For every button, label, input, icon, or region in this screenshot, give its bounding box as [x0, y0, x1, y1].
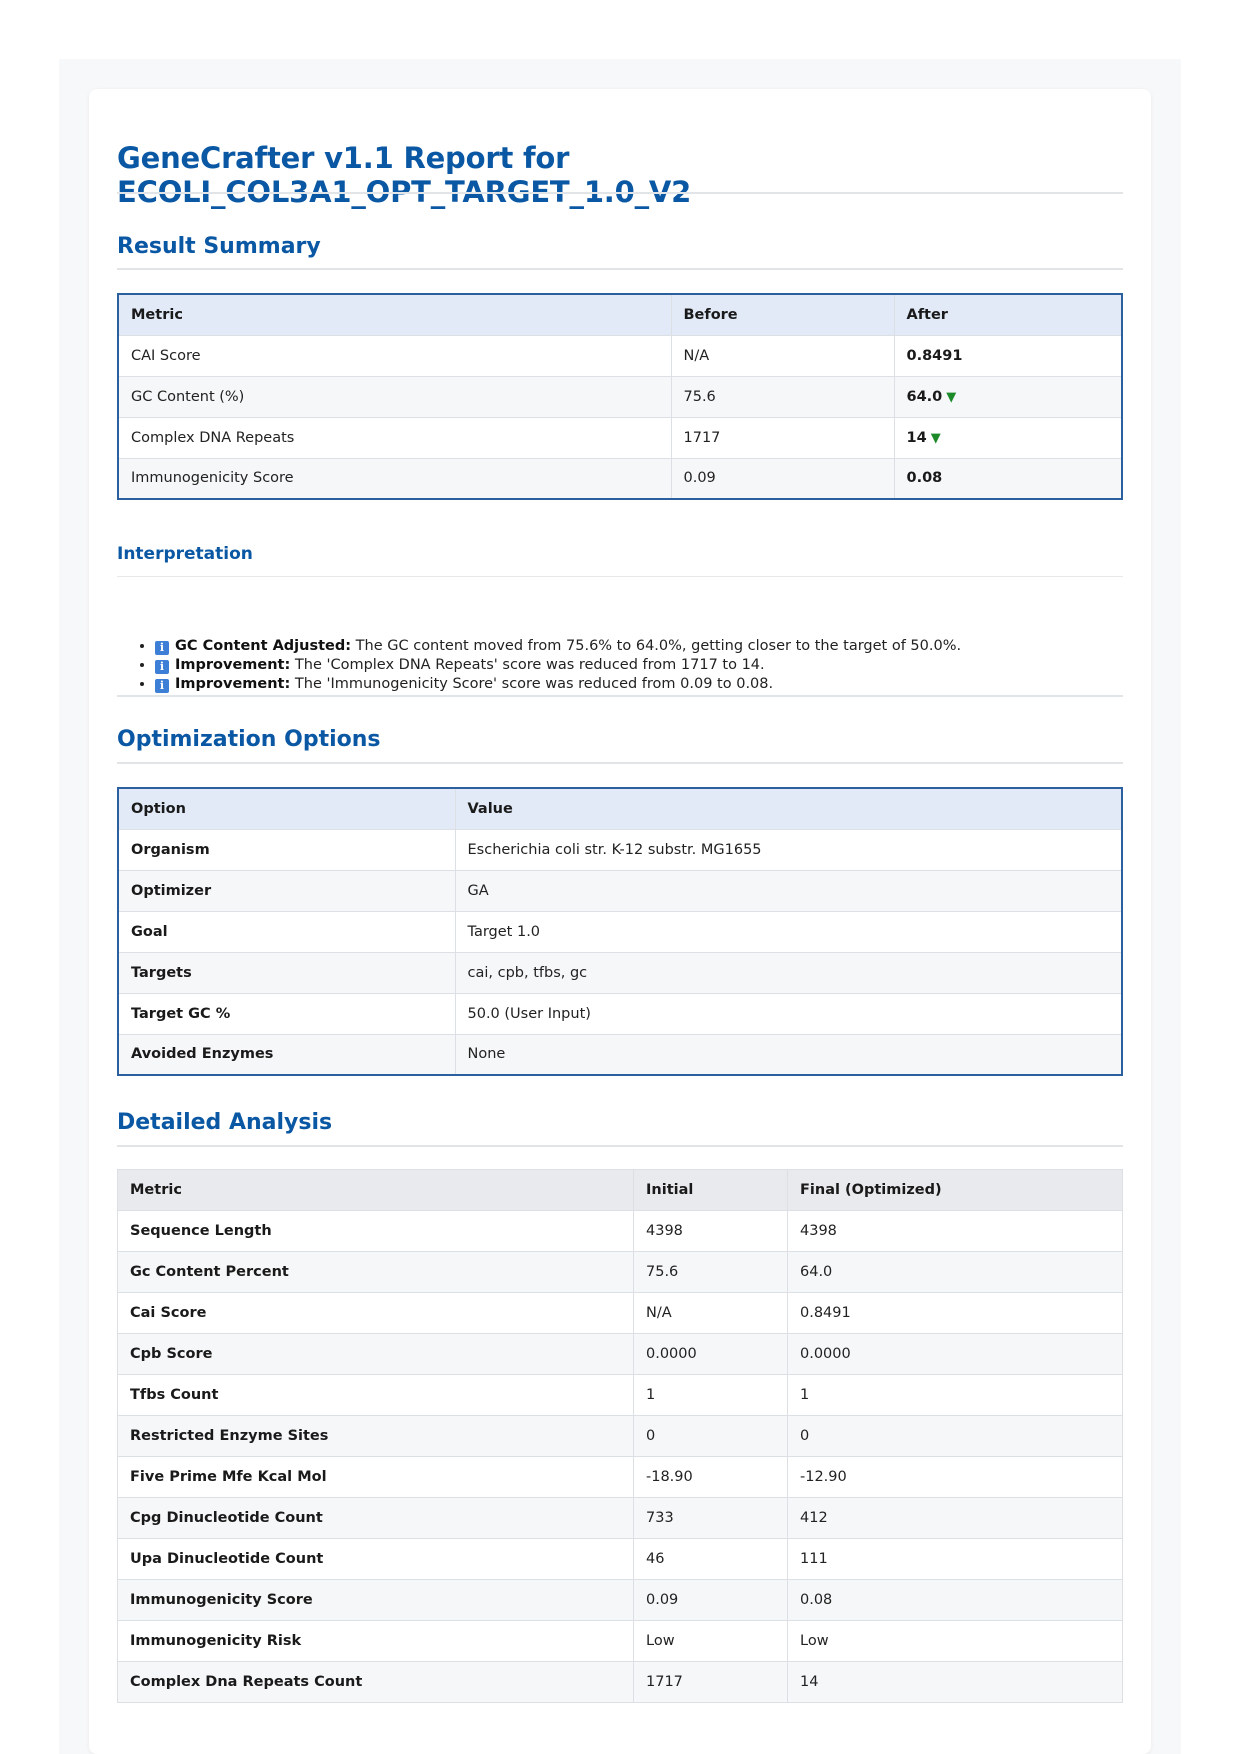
decrease-arrow-icon: ▼	[946, 389, 957, 405]
report-card	[89, 89, 1151, 1754]
optimization-options-table	[117, 787, 1123, 1076]
list-item	[155, 637, 961, 656]
option-name-cell: Optimizer	[118, 870, 455, 911]
table-row	[118, 1539, 1123, 1580]
column-header: Value	[455, 788, 1122, 829]
page-background	[59, 59, 1181, 1754]
table-header-row	[118, 788, 1122, 829]
table-row	[118, 952, 1122, 993]
table-row	[118, 376, 1122, 417]
table-row	[118, 1580, 1123, 1621]
final-cell: 111	[788, 1539, 1123, 1580]
initial-cell: 0	[634, 1416, 788, 1457]
initial-cell: 0.09	[634, 1580, 788, 1621]
metric-cell: Complex DNA Repeats	[118, 417, 671, 458]
after-cell	[894, 335, 1122, 376]
table-row	[118, 1034, 1122, 1075]
column-header: Option	[118, 788, 455, 829]
metric-cell: Cai Score	[118, 1293, 634, 1334]
item-text: The GC content moved from 75.6% to 64.0%, getting closer to the target of 50.0%.	[351, 638, 962, 654]
decrease-arrow-icon: ▼	[930, 430, 941, 446]
table-row	[118, 1498, 1123, 1539]
table-row	[118, 1334, 1123, 1375]
after-value: 0.08	[906, 470, 943, 487]
table-row	[118, 911, 1122, 952]
metric-cell: CAI Score	[118, 335, 671, 376]
table-row	[118, 335, 1122, 376]
option-value-cell: Target 1.0	[455, 911, 1122, 952]
option-value-cell: 50.0 (User Input)	[455, 993, 1122, 1034]
info-icon: i	[155, 641, 169, 655]
initial-cell: 0.0000	[634, 1334, 788, 1375]
final-cell: -12.90	[788, 1457, 1123, 1498]
item-text: The 'Immunogenicity Score' score was reduced from 0.09 to 0.08.	[290, 676, 774, 692]
initial-cell: 75.6	[634, 1252, 788, 1293]
metric-cell: Complex Dna Repeats Count	[118, 1662, 634, 1703]
metric-cell: Restricted Enzyme Sites	[118, 1416, 634, 1457]
table-header-row	[118, 1170, 1123, 1211]
title-divider	[117, 192, 1123, 194]
initial-cell: N/A	[634, 1293, 788, 1334]
item-label: Improvement:	[175, 657, 291, 673]
table-row	[118, 1293, 1123, 1334]
interpretation-heading: Interpretation	[117, 544, 253, 564]
before-cell: 1717	[671, 417, 894, 458]
option-value-cell: cai, cpb, tfbs, gc	[455, 952, 1122, 993]
table-row	[118, 993, 1122, 1034]
item-label: Improvement:	[175, 676, 291, 692]
option-name-cell: Goal	[118, 911, 455, 952]
table-row	[118, 829, 1122, 870]
column-header: Metric	[118, 294, 671, 335]
table-row	[118, 1457, 1123, 1498]
item-label: GC Content Adjusted:	[175, 638, 352, 654]
table-row	[118, 1621, 1123, 1662]
before-cell: N/A	[671, 335, 894, 376]
option-name-cell: Avoided Enzymes	[118, 1034, 455, 1075]
initial-cell: Low	[634, 1621, 788, 1662]
result-summary-heading: Result Summary	[117, 234, 321, 259]
table-row	[118, 1375, 1123, 1416]
after-cell	[894, 458, 1122, 499]
initial-cell: 1717	[634, 1662, 788, 1703]
detailed-analysis-table	[117, 1169, 1123, 1703]
table-row	[118, 870, 1122, 911]
result-summary-divider	[117, 268, 1123, 270]
table-header-row	[118, 294, 1122, 335]
after-value: 0.8491	[906, 347, 963, 364]
metric-cell: Immunogenicity Risk	[118, 1621, 634, 1662]
result-summary-table	[117, 293, 1123, 500]
final-cell: 0.8491	[788, 1293, 1123, 1334]
before-cell: 75.6	[671, 376, 894, 417]
table-row	[118, 1662, 1123, 1703]
table-row	[118, 1416, 1123, 1457]
table-row	[118, 458, 1122, 499]
detailed-analysis-divider	[117, 1145, 1123, 1147]
final-cell: 0	[788, 1416, 1123, 1457]
option-name-cell: Targets	[118, 952, 455, 993]
optimization-options-divider	[117, 762, 1123, 764]
final-cell: 1	[788, 1375, 1123, 1416]
option-value-cell: None	[455, 1034, 1122, 1075]
before-cell: 0.09	[671, 458, 894, 499]
column-header: Metric	[118, 1170, 634, 1211]
initial-cell: -18.90	[634, 1457, 788, 1498]
final-cell: 64.0	[788, 1252, 1123, 1293]
after-value: 64.0	[906, 388, 943, 405]
column-header: After	[894, 294, 1122, 335]
after-cell	[894, 376, 1122, 417]
interpretation-divider	[117, 576, 1123, 577]
final-cell: 4398	[788, 1211, 1123, 1252]
metric-cell: Cpb Score	[118, 1334, 634, 1375]
option-name-cell: Organism	[118, 829, 455, 870]
final-cell: 14	[788, 1662, 1123, 1703]
section-divider	[117, 695, 1123, 697]
final-cell: Low	[788, 1621, 1123, 1662]
option-value-cell: Escherichia coli str. K-12 substr. MG1655	[455, 829, 1122, 870]
option-value-cell: GA	[455, 870, 1122, 911]
final-cell: 0.08	[788, 1580, 1123, 1621]
final-cell: 0.0000	[788, 1334, 1123, 1375]
metric-cell: Immunogenicity Score	[118, 458, 671, 499]
initial-cell: 46	[634, 1539, 788, 1580]
initial-cell: 4398	[634, 1211, 788, 1252]
table-row	[118, 1252, 1123, 1293]
metric-cell: Upa Dinucleotide Count	[118, 1539, 634, 1580]
after-cell	[894, 417, 1122, 458]
metric-cell: Tfbs Count	[118, 1375, 634, 1416]
column-header: Before	[671, 294, 894, 335]
table-row	[118, 1211, 1123, 1252]
detailed-analysis-heading: Detailed Analysis	[117, 1110, 333, 1135]
optimization-options-heading: Optimization Options	[117, 727, 381, 752]
initial-cell: 1	[634, 1375, 788, 1416]
metric-cell: Gc Content Percent	[118, 1252, 634, 1293]
metric-cell: Sequence Length	[118, 1211, 634, 1252]
info-icon: i	[155, 679, 169, 693]
initial-cell: 733	[634, 1498, 788, 1539]
item-text: The 'Complex DNA Repeats' score was reduced from 1717 to 14.	[290, 657, 765, 673]
table-row	[118, 417, 1122, 458]
metric-cell: Cpg Dinucleotide Count	[118, 1498, 634, 1539]
final-cell: 412	[788, 1498, 1123, 1539]
column-header: Initial	[634, 1170, 788, 1211]
info-icon: i	[155, 660, 169, 674]
after-value: 14	[906, 429, 927, 446]
report-title: GeneCrafter v1.1 Report for ECOLI_COL3A1_OPT_TARGET_1.0_V2	[117, 141, 692, 209]
list-item	[155, 656, 961, 675]
metric-cell: GC Content (%)	[118, 376, 671, 417]
column-header: Final (Optimized)	[788, 1170, 1123, 1211]
metric-cell: Five Prime Mfe Kcal Mol	[118, 1457, 634, 1498]
list-item	[155, 675, 961, 694]
metric-cell: Immunogenicity Score	[118, 1580, 634, 1621]
option-name-cell: Target GC %	[118, 993, 455, 1034]
interpretation-list	[117, 637, 961, 694]
